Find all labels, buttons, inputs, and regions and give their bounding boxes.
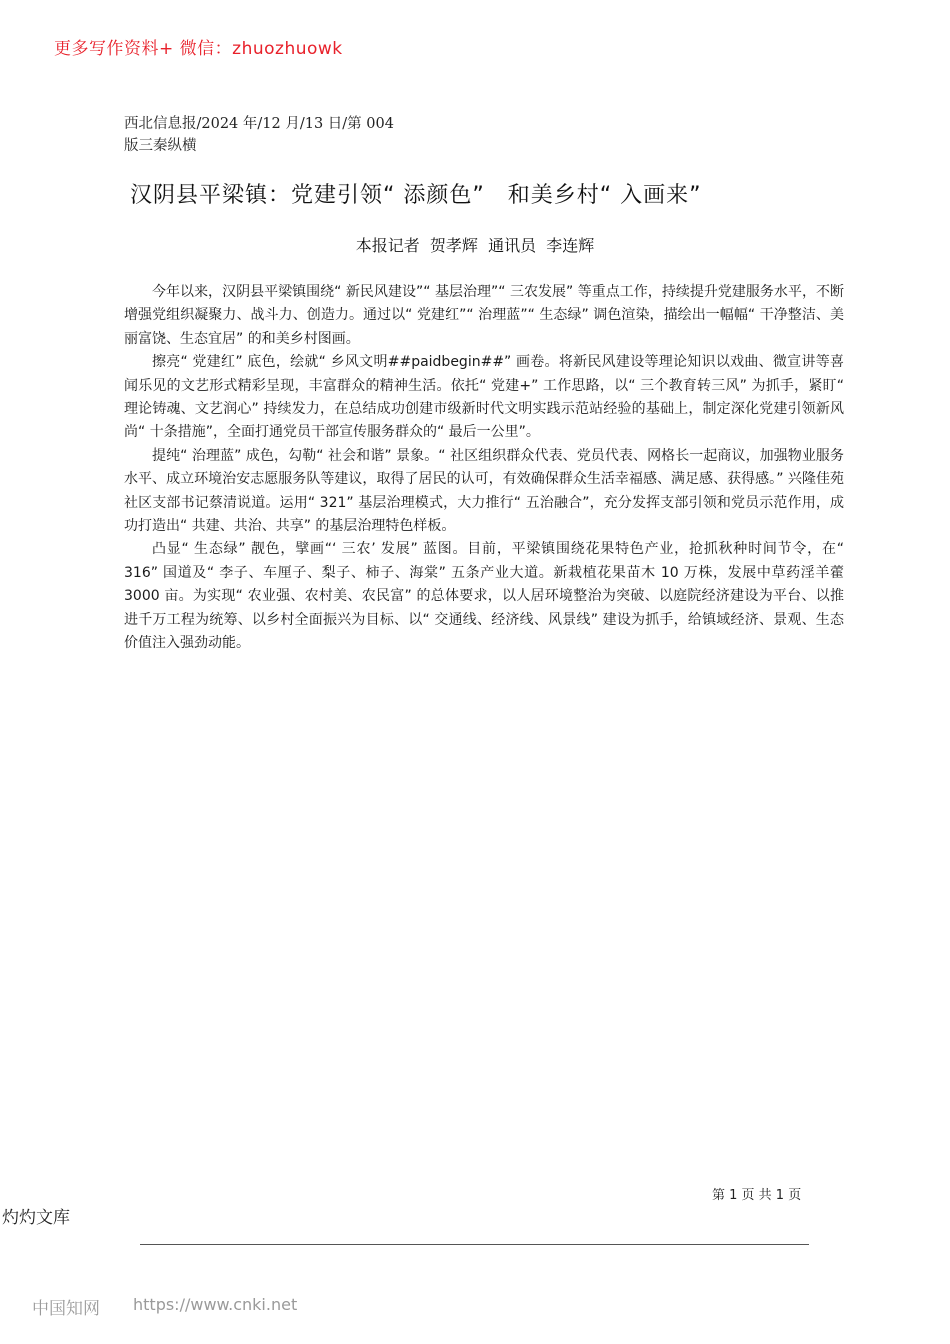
article-byline: 本报记者 贺孝辉 通讯员 李连辉 [355, 236, 595, 255]
cnki-watermark-url[interactable]: https://www.cnki.net [133, 1295, 298, 1314]
cnki-watermark-brand: 中国知网 [32, 1299, 100, 1319]
source-line-1: 西北信息报/2024 年/12 月/13 日/第 004 [124, 116, 394, 132]
article-paragraph: 凸显“ 生态绿” 靓色，擘画“‘ 三农’ 发展” 蓝图。目前，平梁镇围绕花果特色产业，抢抓秋种时间节令，在“ 316” 国道及“ 李子、车厘子、梨子、柿子、海棠” 五条产业大道。新栽植花果苗木 10 万株，发展中草药淫羊藿 3000 亩。为实现“ 农业强、农村美、农民富” 的总体要求，以人居环境整治为突破、以庭院经济建设为平台、以推进千万工程为统筹、以乡村全面振兴为目标、以“ 交通线、经济线、风景线” 建设为抓手，给镇域经济、景观、生态价值注入强劲动能。 [124, 541, 844, 652]
article-paragraph: 擦亮“ 党建红” 底色，绘就“ 乡风文明##paidbegin##” 画卷。将新民风建设等理论知识以戏曲、微宣讲等喜闻乐见的文艺形式精彩呈现，丰富群众的精神生活。依托“ 党建+” 工作思路，以“ 三个教育转三风” 为抓手，紧盯“ 理论铸魂、文艺润心” 持续发力，在总结成功创建市级新时代文明实践示范站经验的基础上，制定深化党建引领新风尚“ 十条措施”，全面打通党员干部宣传服务群众的“ 最后一公里”。 [124, 354, 844, 441]
page-number: 第 1 页 共 1 页 [712, 1188, 802, 1203]
library-name: 灼灼文库 [2, 1208, 70, 1228]
publication-source [124, 113, 394, 157]
footer-divider [140, 1244, 809, 1245]
article-body [124, 281, 844, 656]
article-headline: 汉阴县平梁镇：党建引领“ 添颜色” 和美乡村“ 入画来” [130, 183, 702, 208]
article-paragraph: 提纯“ 治理蓝” 成色，勾勒“ 社会和谐” 景象。“ 社区组织群众代表、党员代表、网格长一起商议，加强物业服务水平、成立环境治安志愿服务队等建议，取得了居民的认可，有效确保群众生活幸福感、满足感、获得感。” 兴隆佳苑社区支部书记蔡清说道。运用“ 321” 基层治理模式，大力推行“ 五治融合”，充分发挥支部引领和党员示范作用，成功打造出“ 共建、共治、共享” 的基层治理特色样板。 [124, 447, 844, 535]
source-line-2: 版三秦纵横 [124, 138, 197, 154]
promo-banner[interactable]: 更多写作资料+ 微信：zhuozhuowk [54, 39, 343, 59]
article-paragraph: 今年以来，汉阴县平梁镇围绕“ 新民风建设”“ 基层治理”“ 三农发展” 等重点工作，持续提升党建服务水平，不断增强党组织凝聚力、战斗力、创造力。通过以“ 党建红”“ 治理蓝”“ 生态绿” 调色渲染，描绘出一幅幅“ 干净整洁、美丽富饶、生态宜居” 的和美乡村图画。 [124, 284, 844, 347]
